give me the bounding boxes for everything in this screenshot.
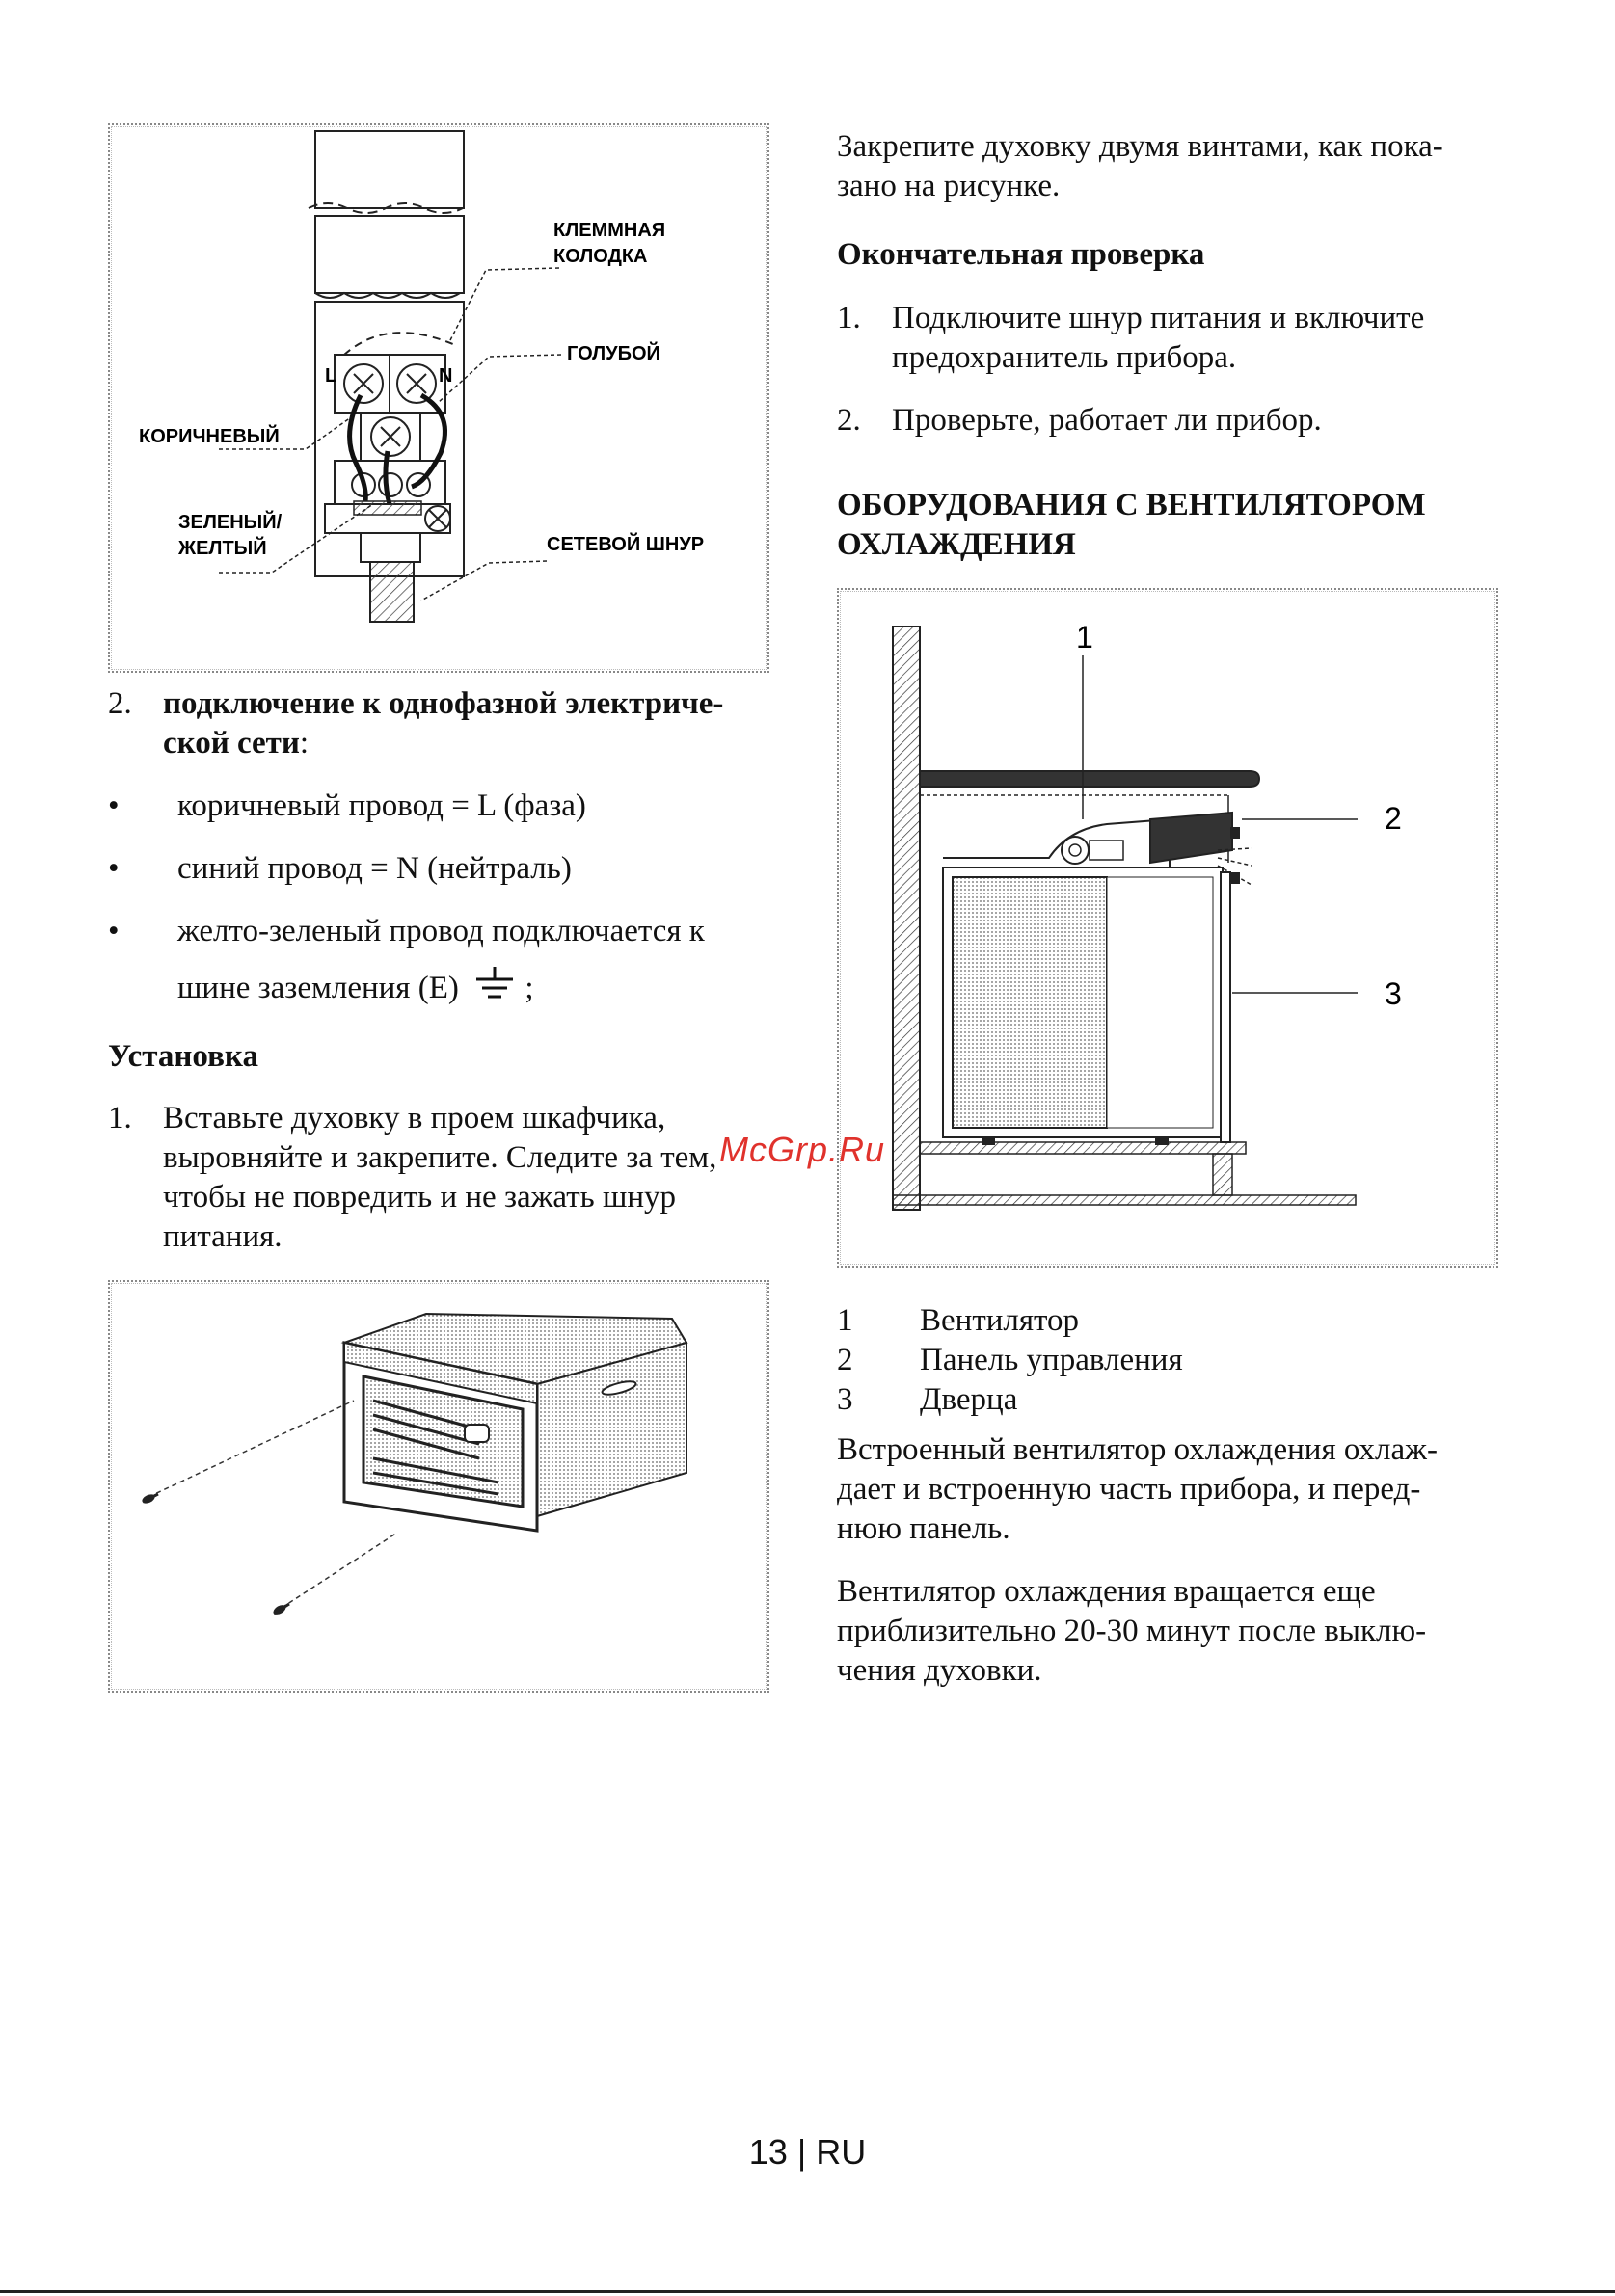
fan-para-1-line-3: нюю панель.: [837, 1511, 1010, 1546]
label-blue: ГОЛУБОЙ: [567, 343, 660, 364]
legend-item: [837, 1301, 1415, 1341]
wiring-diagram: [108, 123, 769, 673]
oven-install-figure: [108, 1280, 769, 1693]
bullet-green-yellow-tail: ;: [525, 971, 534, 1005]
bullet-icon: •: [108, 914, 120, 948]
floor: [893, 1195, 1356, 1205]
final-step-1-line-1: Подключите шнур питания и включите: [892, 301, 1425, 335]
oven-door: [1221, 872, 1230, 1142]
label-green-yellow-1: ЗЕЛЕНЫЙ/: [178, 512, 283, 533]
legend-number: 2: [837, 1343, 853, 1377]
install-heading: Установка: [108, 1039, 258, 1074]
final-step-2-number: 2.: [837, 403, 861, 438]
wiring-diagram-figure: [108, 123, 769, 673]
item-2-single-phase: [108, 684, 783, 763]
callout-1: 1: [1076, 620, 1093, 654]
legend-text: Панель управления: [920, 1343, 1183, 1377]
item-2-line-1: подключение к однофазной электриче-: [163, 686, 724, 721]
item-2-colon: :: [299, 726, 310, 761]
item-2-line-2: ской сети: [163, 726, 300, 761]
legend-number: 1: [837, 1303, 853, 1338]
legend-item: [837, 1380, 1415, 1420]
bullet-brown-text: коричневый провод = L (фаза): [177, 788, 586, 823]
callout-3: 3: [1385, 976, 1402, 1011]
final-step-1-number: 1.: [837, 301, 861, 335]
label-green-yellow-2: ЖЕЛТЫЙ: [178, 538, 267, 559]
install-step-1: [108, 1099, 783, 1257]
oven-cavity: [953, 877, 1107, 1128]
bullet-brown: [108, 787, 783, 826]
countertop: [920, 771, 1259, 787]
final-step-2-line-1: Проверьте, работает ли прибор.: [892, 403, 1322, 438]
legend-number: 3: [837, 1382, 853, 1417]
label-terminal-block-2: КОЛОДКА: [553, 246, 648, 267]
oven-install-drawing: [108, 1280, 769, 1693]
install-line-4: питания.: [163, 1219, 283, 1254]
final-step-1: [837, 299, 1531, 378]
ground-symbol-icon: [472, 965, 517, 1003]
item-2-number: 2.: [108, 686, 132, 721]
bullet-green-yellow: [108, 912, 783, 1004]
callout-2: 2: [1385, 801, 1402, 836]
legend-text: Вентилятор: [920, 1303, 1080, 1338]
label-mains-cord: СЕТЕВОЙ ШНУР: [547, 534, 705, 555]
page-footer: 13 | RU: [748, 2132, 867, 2172]
fan-heading-line-1: ОБОРУДОВАНИЯ С ВЕНТИЛЯТОРОМ: [837, 488, 1426, 522]
fan-para-2-line-1: Вентилятор охлаждения вращается еще: [837, 1574, 1376, 1609]
install-line-2: выровняйте и закрепите. Следите за тем,: [163, 1140, 717, 1175]
bullet-icon: •: [108, 788, 120, 823]
watermark: McGrp.Ru: [719, 1130, 886, 1169]
install-line-1: Вставьте духовку в проем шкафчика,: [163, 1101, 666, 1135]
bullet-icon: •: [108, 851, 120, 886]
fan-para-2-line-2: приблизительно 20-30 минут после выклю-: [837, 1614, 1427, 1648]
intro-line-1: Закрепите духовку двумя винтами, как пока-: [837, 129, 1443, 164]
final-step-2: [837, 401, 1531, 441]
bullet-green-yellow-text: желто-зеленый провод подключается к: [177, 914, 705, 948]
intro-paragraph: [837, 127, 1531, 206]
final-step-1-line-2: предохранитель прибора.: [892, 340, 1237, 375]
legend-text: Дверца: [920, 1382, 1018, 1417]
cooling-fan-figure: [837, 588, 1498, 1268]
terminal-N-label: N: [439, 365, 453, 387]
label-brown: КОРИЧНЕВЫЙ: [139, 426, 280, 447]
install-line-3: чтобы не повредить и не зажать шнур: [163, 1180, 677, 1215]
cooling-fan-drawing: [837, 588, 1498, 1268]
fan-para-2-line-3: чения духовки.: [837, 1653, 1042, 1688]
fan-paragraph-2: [837, 1572, 1531, 1691]
fan-paragraph-1: [837, 1430, 1531, 1549]
fan-heading: [837, 486, 1426, 565]
bullet-green-yellow-line-2: шине заземления (E): [177, 971, 459, 1005]
label-terminal-block-1: КЛЕММНАЯ: [553, 220, 666, 241]
screw-upper: [141, 1492, 158, 1505]
final-check-heading: Окончательная проверка: [837, 237, 1205, 272]
screw-lower: [272, 1603, 289, 1616]
bullet-blue-text: синий провод = N (нейтраль): [177, 851, 572, 886]
appliance-top: [315, 131, 464, 208]
wall: [893, 627, 920, 1210]
terminal-L-label: L: [325, 365, 337, 387]
install-step-number: 1.: [108, 1101, 132, 1135]
fan-heading-line-2: ОХЛАЖДЕНИЯ: [837, 527, 1076, 562]
legend-item: [837, 1341, 1415, 1380]
bullet-blue: [108, 849, 783, 889]
intro-line-2: зано на рисунке.: [837, 169, 1061, 203]
fan-para-1-line-1: Встроенный вентилятор охлаждения охлаж-: [837, 1432, 1438, 1467]
fan-para-1-line-2: дает и встроенную часть прибора, и перед-: [837, 1472, 1421, 1507]
mains-cord: [370, 562, 414, 622]
control-panel: [1150, 813, 1232, 863]
bottom-rule: [0, 2290, 1615, 2293]
